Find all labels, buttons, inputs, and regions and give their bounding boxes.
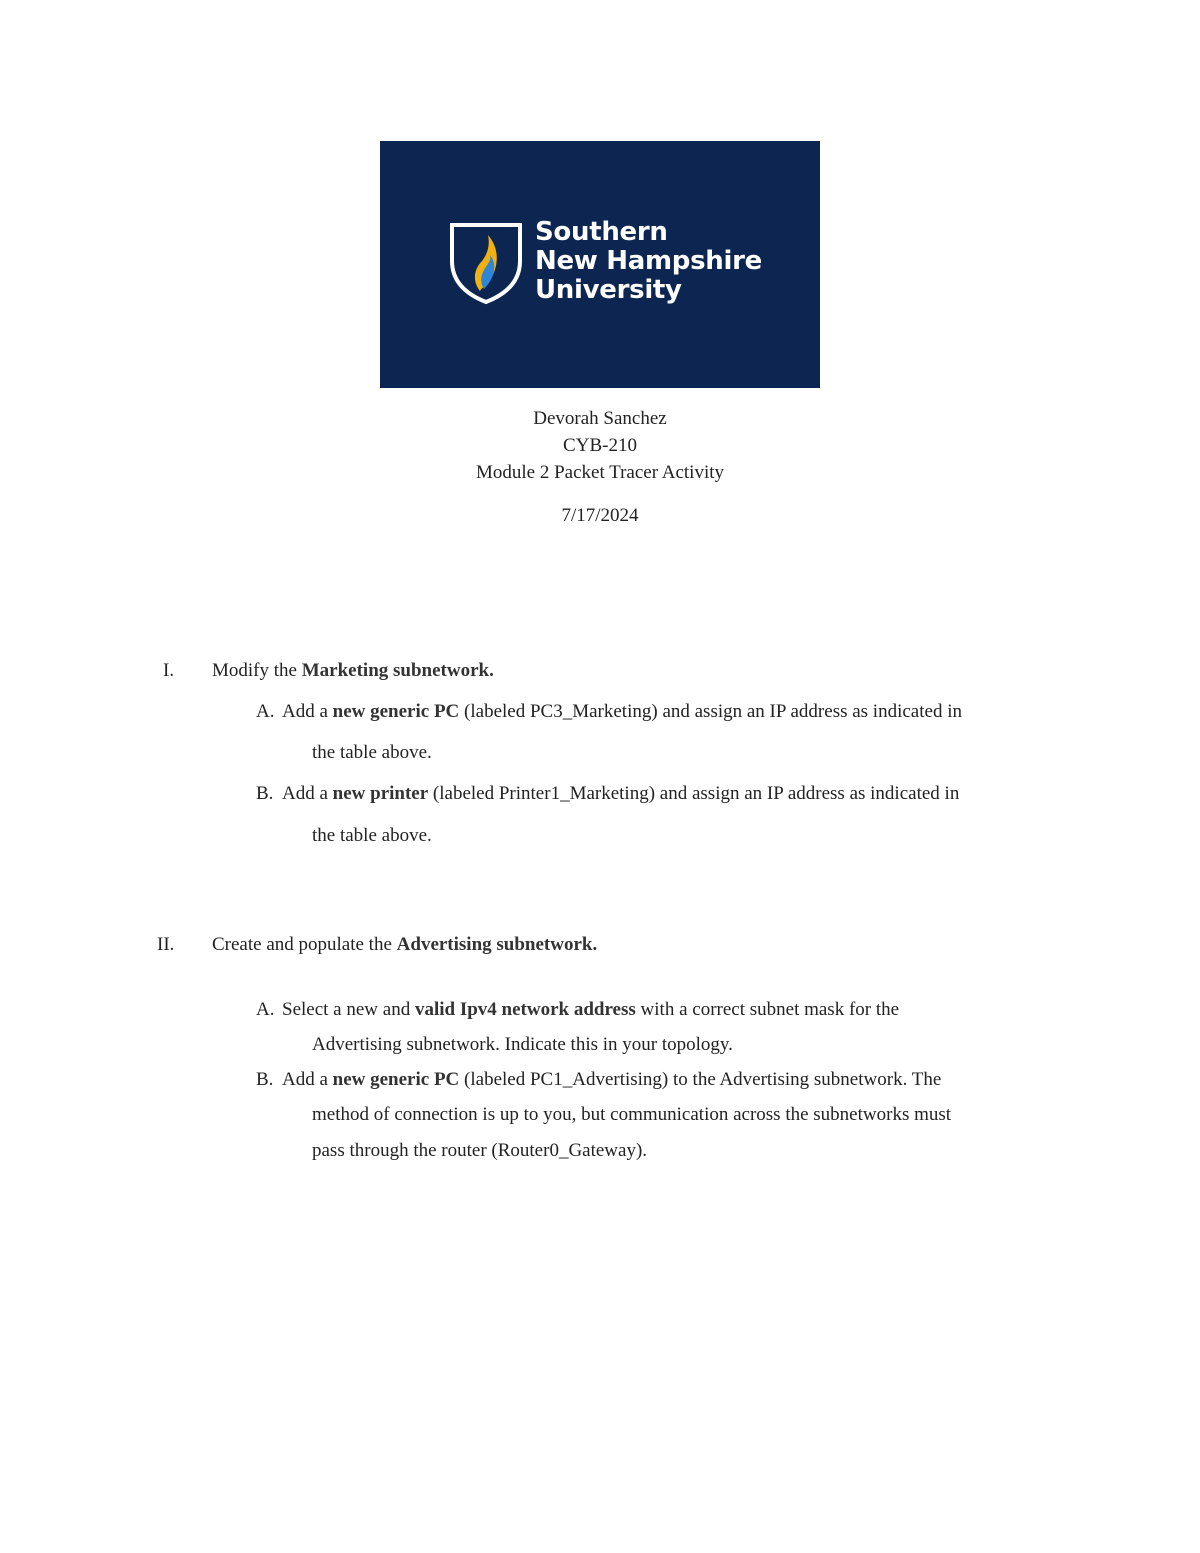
logo-wordmark — [535, 218, 762, 305]
list-item: Add a new generic PC (labeled PC1_Advertising) to the Advertising subnetwork. The — [282, 1069, 942, 1090]
university-logo — [380, 141, 820, 388]
author-name: Devorah Sanchez — [533, 408, 667, 429]
item-letter: A. — [256, 999, 275, 1020]
list-item-continuation: the table above. — [312, 742, 432, 763]
shield-flame-icon — [448, 221, 524, 305]
section-number: II. — [157, 934, 175, 955]
list-item: Select a new and valid Ipv4 network address with a correct subnet mask for the — [282, 999, 900, 1020]
list-item: Add a new printer (labeled Printer1_Marketing) and assign an IP address as indicated in — [282, 783, 960, 804]
logo-line-1: Southern — [535, 217, 668, 247]
item-letter: B. — [256, 1069, 274, 1090]
assignment-title: Module 2 Packet Tracer Activity — [475, 462, 725, 483]
logo-line-2: New Hampshire — [535, 246, 762, 276]
item-letter: B. — [256, 783, 274, 804]
section-heading: Create and populate the Advertising subnetwork. — [212, 934, 598, 955]
section-heading: Modify the Marketing subnetwork. — [212, 660, 494, 681]
item-letter: A. — [256, 701, 275, 722]
list-item: Add a new generic PC (labeled PC3_Marketing) and assign an IP address as indicated in — [282, 701, 962, 722]
list-item-continuation: pass through the router (Router0_Gateway). — [312, 1140, 648, 1161]
date: 7/17/2024 — [561, 505, 639, 526]
list-item-continuation: Advertising subnetwork. Indicate this in your topology. — [312, 1034, 733, 1055]
list-item-continuation: method of connection is up to you, but communication across the subnetworks must — [312, 1104, 952, 1125]
course-code: CYB-210 — [563, 435, 637, 456]
list-item-continuation: the table above. — [312, 825, 432, 846]
section-number: I. — [163, 660, 175, 681]
logo-line-3: University — [535, 275, 682, 305]
